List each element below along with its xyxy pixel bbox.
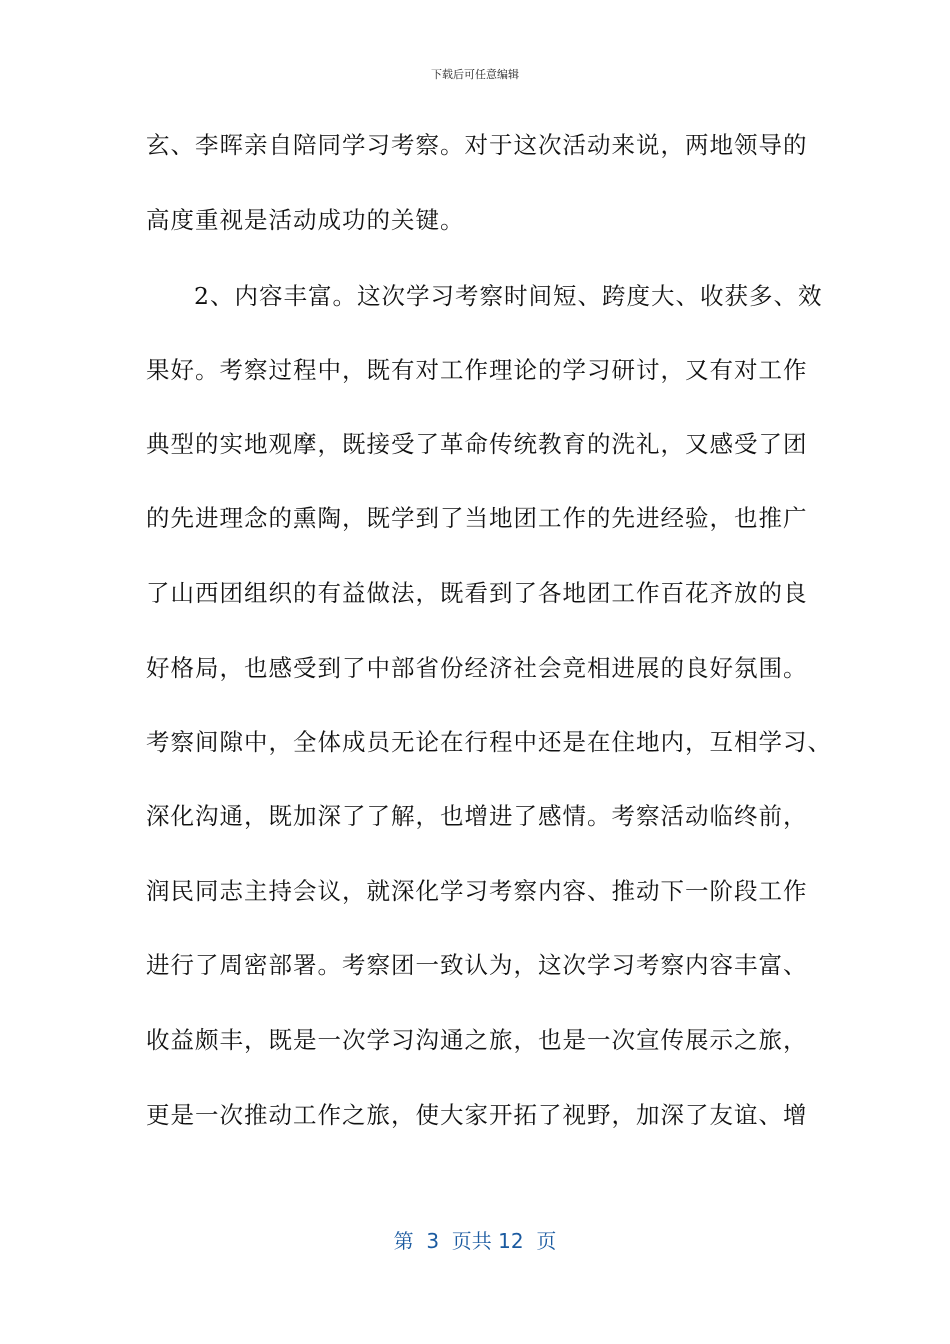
text-line: 好格局，也感受到了中部省份经济社会竞相进展的良好氛围。 [146, 654, 808, 682]
page-header-note: 下载后可任意编辑 [431, 68, 519, 81]
text-line: 润民同志主持会议，就深化学习考察内容、推动下一阶段工作 [146, 877, 808, 905]
text-line: 了山西团组织的有益做法，既看到了各地团工作百花齐放的良 [146, 579, 808, 607]
text-line: 收益颇丰，既是一次学习沟通之旅，也是一次宣传展示之旅， [146, 1026, 808, 1054]
text-line: 高度重视是活动成功的关键。 [146, 206, 465, 234]
text-line: 典型的实地观摩，既接受了革命传统教育的洗礼，又感受了团 [146, 430, 808, 458]
text-line: 考察间隙中，全体成员无论在行程中还是在住地内，互相学习、 [146, 728, 832, 756]
text-line: 进行了周密部署。考察团一致认为，这次学习考察内容丰富、 [146, 951, 808, 979]
text-line: 更是一次推动工作之旅，使大家开拓了视野，加深了友谊、增 [146, 1101, 808, 1129]
text-line: 玄、李晖亲自陪同学习考察。对于这次活动来说，两地领导的 [146, 131, 808, 159]
text-line: 2、内容丰富。这次学习考察时间短、跨度大、收获多、效 [194, 282, 823, 310]
page-number-footer: 第 3 页共 12 页 [393, 1229, 557, 1253]
text-line: 深化沟通，既加深了了解，也增进了感情。考察活动临终前， [146, 802, 808, 830]
text-line: 果好。考察过程中，既有对工作理论的学习研讨，又有对工作 [146, 356, 808, 384]
text-line: 的先进理念的熏陶，既学到了当地团工作的先进经验，也推广 [146, 504, 808, 532]
